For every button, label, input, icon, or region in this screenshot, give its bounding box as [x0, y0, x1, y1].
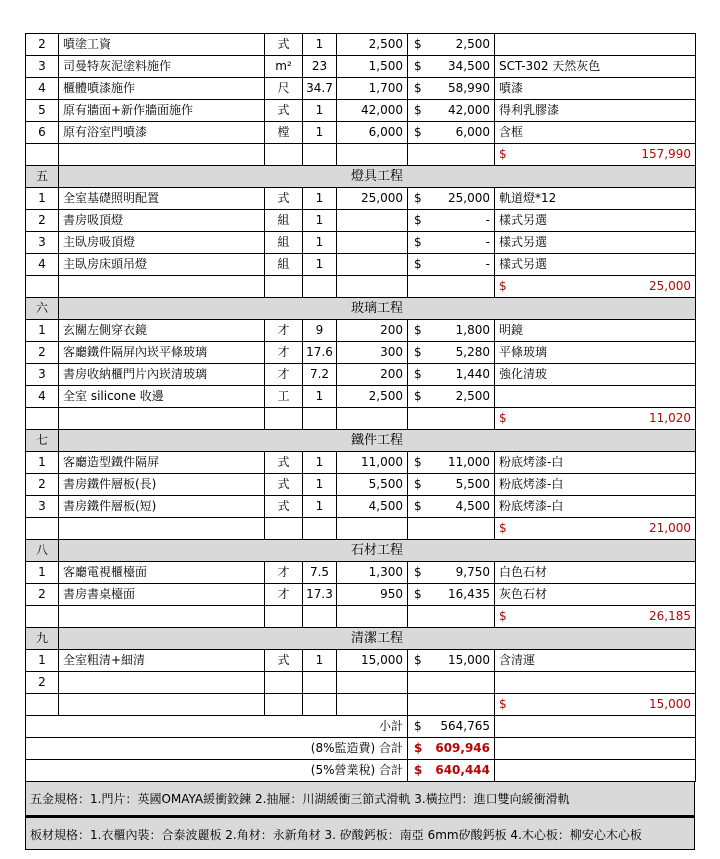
- item-unit-price: 200: [337, 320, 408, 342]
- item-name: 司曼特灰泥塗料施作: [59, 56, 265, 78]
- item-amount: 2,500: [430, 386, 495, 408]
- total-row: [26, 738, 696, 760]
- empty-cell: [59, 606, 265, 628]
- item-currency: [408, 672, 430, 694]
- item-name: 原有牆面+新作牆面施作: [59, 100, 265, 122]
- table-row: [26, 650, 696, 672]
- table-row: [26, 474, 696, 496]
- item-amount: 6,000: [430, 122, 495, 144]
- item-currency: $: [408, 232, 430, 254]
- empty-cell: [59, 276, 265, 298]
- section-header-row: [26, 540, 696, 562]
- item-no: 2: [26, 342, 59, 364]
- quotation-sheet: [25, 33, 695, 850]
- item-qty: 7.2: [303, 364, 337, 386]
- item-note: [495, 386, 696, 408]
- section-subtotal: [495, 694, 696, 716]
- item-currency: $: [408, 562, 430, 584]
- section-title: 燈具工程: [59, 166, 696, 188]
- item-qty: 17.3: [303, 584, 337, 606]
- item-no: 1: [26, 320, 59, 342]
- section-subtotal-row: [26, 408, 696, 430]
- empty-cell: [303, 694, 337, 716]
- item-name: 書房鐵件層板(短): [59, 496, 265, 518]
- table-row: [26, 496, 696, 518]
- item-unit-price: 6,000: [337, 122, 408, 144]
- empty-cell: [337, 276, 408, 298]
- empty-cell: [408, 144, 430, 166]
- item-no: 2: [26, 34, 59, 56]
- item-qty: 1: [303, 232, 337, 254]
- subtotal-amount: 15,000: [649, 697, 691, 711]
- section-subtotal-row: [26, 518, 696, 540]
- item-amount: 15,000: [430, 650, 495, 672]
- item-name: 書房書桌檯面: [59, 584, 265, 606]
- item-unit: 式: [265, 100, 303, 122]
- section-header-row: [26, 166, 696, 188]
- empty-cell: [265, 276, 303, 298]
- empty-cell: [337, 694, 408, 716]
- empty-cell: [303, 606, 337, 628]
- total-label: (8%監造費) 合計: [26, 738, 408, 760]
- item-note: 白色石材: [495, 562, 696, 584]
- hardware-spec-note: 五金規格：1.門片：英國OMAYA緩衝鉸鍊 2.抽屜：川湖緩衝三節式滑軌 3.橫拉門：進口雙向緩衝滑軌: [25, 782, 695, 816]
- empty-cell: [26, 518, 59, 540]
- table-row: [26, 364, 696, 386]
- item-unit: 才: [265, 342, 303, 364]
- item-note: 得利乳膠漆: [495, 100, 696, 122]
- section-subtotal-row: [26, 144, 696, 166]
- section-subtotal-row: [26, 276, 696, 298]
- item-no: 1: [26, 188, 59, 210]
- item-note: 樣式另選: [495, 232, 696, 254]
- item-currency: $: [408, 254, 430, 276]
- item-name: 噴塗工資: [59, 34, 265, 56]
- item-no: 2: [26, 672, 59, 694]
- item-qty: 1: [303, 452, 337, 474]
- item-currency: $: [408, 320, 430, 342]
- item-currency: $: [408, 122, 430, 144]
- item-qty: 17.6: [303, 342, 337, 364]
- item-note: 平條玻璃: [495, 342, 696, 364]
- total-amount: 609,946: [430, 738, 495, 760]
- subtotal-currency: $: [499, 697, 507, 711]
- empty-cell: [265, 606, 303, 628]
- item-unit-price: [337, 672, 408, 694]
- empty-cell: [337, 606, 408, 628]
- item-unit: 尺: [265, 78, 303, 100]
- item-note: SCT-302 天然灰色: [495, 56, 696, 78]
- item-currency: $: [408, 100, 430, 122]
- empty-cell: [408, 518, 430, 540]
- item-unit-price: 300: [337, 342, 408, 364]
- table-row: [26, 122, 696, 144]
- item-currency: $: [408, 650, 430, 672]
- empty-cell: [26, 606, 59, 628]
- item-unit-price: 25,000: [337, 188, 408, 210]
- item-currency: $: [408, 496, 430, 518]
- item-amount: -: [430, 232, 495, 254]
- empty-cell: [26, 408, 59, 430]
- item-unit: [265, 672, 303, 694]
- item-qty: 1: [303, 650, 337, 672]
- item-amount: 34,500: [430, 56, 495, 78]
- empty-cell: [408, 408, 430, 430]
- item-no: 4: [26, 386, 59, 408]
- section-number: 七: [26, 430, 59, 452]
- empty-cell: [59, 694, 265, 716]
- item-unit-price: 1,700: [337, 78, 408, 100]
- total-currency: $: [408, 738, 430, 760]
- section-subtotal-row: [26, 606, 696, 628]
- item-note: 樣式另選: [495, 254, 696, 276]
- item-unit: 式: [265, 496, 303, 518]
- item-amount: 11,000: [430, 452, 495, 474]
- item-currency: $: [408, 78, 430, 100]
- table-row: [26, 584, 696, 606]
- item-unit-price: [337, 254, 408, 276]
- item-qty: 1: [303, 386, 337, 408]
- section-title: 玻璃工程: [59, 298, 696, 320]
- table-row: [26, 386, 696, 408]
- empty-cell: [26, 144, 59, 166]
- empty-cell: [495, 716, 696, 738]
- section-number: 五: [26, 166, 59, 188]
- item-currency: $: [408, 386, 430, 408]
- empty-cell: [430, 694, 495, 716]
- item-unit-price: 950: [337, 584, 408, 606]
- section-header-row: [26, 628, 696, 650]
- total-currency: $: [408, 760, 430, 782]
- item-name: 原有浴室門噴漆: [59, 122, 265, 144]
- item-name: [59, 672, 265, 694]
- item-no: 1: [26, 650, 59, 672]
- empty-cell: [430, 144, 495, 166]
- item-unit: 才: [265, 562, 303, 584]
- board-spec-note: 板材規格：1.衣櫃內裝：合泰波麗板 2.角材：永新角材 3. 矽酸鈣板：南亞 6mm矽酸鈣板 4.木心板：柳安心木心板: [25, 816, 695, 850]
- section-header-row: [26, 430, 696, 452]
- item-no: 4: [26, 78, 59, 100]
- table-row: [26, 188, 696, 210]
- empty-cell: [303, 144, 337, 166]
- item-currency: $: [408, 34, 430, 56]
- item-name: 客廳鐵件隔屏內崁平條玻璃: [59, 342, 265, 364]
- item-unit: 樘: [265, 122, 303, 144]
- item-unit-price: 2,500: [337, 386, 408, 408]
- total-currency: $: [408, 716, 430, 738]
- empty-cell: [408, 694, 430, 716]
- subtotal-amount: 26,185: [649, 609, 691, 623]
- item-unit: 式: [265, 452, 303, 474]
- item-name: 書房收納櫃門片內崁清玻璃: [59, 364, 265, 386]
- table-row: [26, 672, 696, 694]
- section-subtotal: [495, 408, 696, 430]
- item-note: 含清運: [495, 650, 696, 672]
- item-name: 書房鐵件層板(長): [59, 474, 265, 496]
- table-row: [26, 342, 696, 364]
- item-name: 書房吸頂燈: [59, 210, 265, 232]
- item-unit: 才: [265, 364, 303, 386]
- item-note: 樣式另選: [495, 210, 696, 232]
- item-name: 全室基礎照明配置: [59, 188, 265, 210]
- item-amount: 9,750: [430, 562, 495, 584]
- section-subtotal: [495, 144, 696, 166]
- item-unit-price: [337, 210, 408, 232]
- item-note: 噴漆: [495, 78, 696, 100]
- item-amount: 1,800: [430, 320, 495, 342]
- item-note: [495, 672, 696, 694]
- item-no: 3: [26, 496, 59, 518]
- item-unit: 組: [265, 254, 303, 276]
- item-unit-price: [337, 232, 408, 254]
- subtotal-currency: $: [499, 609, 507, 623]
- item-no: 3: [26, 56, 59, 78]
- empty-cell: [265, 144, 303, 166]
- item-unit-price: 1,300: [337, 562, 408, 584]
- item-no: 3: [26, 364, 59, 386]
- item-unit-price: 5,500: [337, 474, 408, 496]
- item-unit: m²: [265, 56, 303, 78]
- item-amount: -: [430, 210, 495, 232]
- item-amount: 5,500: [430, 474, 495, 496]
- item-currency: $: [408, 56, 430, 78]
- item-amount: -: [430, 254, 495, 276]
- item-amount: 42,000: [430, 100, 495, 122]
- item-qty: 9: [303, 320, 337, 342]
- item-qty: 1: [303, 34, 337, 56]
- empty-cell: [430, 408, 495, 430]
- item-name: 主臥房吸頂燈: [59, 232, 265, 254]
- table-row: [26, 100, 696, 122]
- item-qty: 1: [303, 496, 337, 518]
- item-currency: $: [408, 188, 430, 210]
- empty-cell: [26, 276, 59, 298]
- item-unit-price: 11,000: [337, 452, 408, 474]
- item-note: 明鏡: [495, 320, 696, 342]
- subtotal-currency: $: [499, 147, 507, 161]
- table-row: [26, 34, 696, 56]
- empty-cell: [59, 518, 265, 540]
- table-row: [26, 210, 696, 232]
- item-qty: 1: [303, 188, 337, 210]
- item-unit: 才: [265, 320, 303, 342]
- table-row: [26, 254, 696, 276]
- item-qty: 1: [303, 122, 337, 144]
- item-no: 2: [26, 474, 59, 496]
- section-subtotal: [495, 518, 696, 540]
- empty-cell: [265, 694, 303, 716]
- item-qty: [303, 672, 337, 694]
- empty-cell: [495, 760, 696, 782]
- section-header-row: [26, 298, 696, 320]
- item-unit-price: 1,500: [337, 56, 408, 78]
- item-amount: 16,435: [430, 584, 495, 606]
- table-row: [26, 56, 696, 78]
- item-unit-price: 42,000: [337, 100, 408, 122]
- item-unit: 式: [265, 34, 303, 56]
- item-no: 2: [26, 210, 59, 232]
- empty-cell: [59, 408, 265, 430]
- item-name: 全室粗清+細清: [59, 650, 265, 672]
- total-label: 小計: [26, 716, 408, 738]
- item-unit: 式: [265, 188, 303, 210]
- item-note: 含框: [495, 122, 696, 144]
- item-note: 軌道燈*12: [495, 188, 696, 210]
- item-amount: 58,990: [430, 78, 495, 100]
- item-unit: 組: [265, 210, 303, 232]
- item-amount: 1,440: [430, 364, 495, 386]
- empty-cell: [408, 276, 430, 298]
- total-row: [26, 716, 696, 738]
- total-amount: 564,765: [430, 716, 495, 738]
- item-unit: 式: [265, 474, 303, 496]
- empty-cell: [495, 738, 696, 760]
- section-title: 清潔工程: [59, 628, 696, 650]
- item-note: 粉底烤漆-白: [495, 496, 696, 518]
- total-label: (5%營業稅) 合計: [26, 760, 408, 782]
- empty-cell: [59, 144, 265, 166]
- item-amount: [430, 672, 495, 694]
- item-currency: $: [408, 452, 430, 474]
- empty-cell: [265, 408, 303, 430]
- total-amount: 640,444: [430, 760, 495, 782]
- item-currency: $: [408, 474, 430, 496]
- table-row: [26, 562, 696, 584]
- item-qty: 1: [303, 474, 337, 496]
- total-row: [26, 760, 696, 782]
- item-currency: $: [408, 210, 430, 232]
- empty-cell: [337, 408, 408, 430]
- item-note: 粉底烤漆-白: [495, 452, 696, 474]
- item-currency: $: [408, 364, 430, 386]
- item-unit-price: 4,500: [337, 496, 408, 518]
- item-currency: $: [408, 584, 430, 606]
- section-subtotal: [495, 276, 696, 298]
- subtotal-currency: $: [499, 411, 507, 425]
- item-qty: 1: [303, 100, 337, 122]
- item-note: [495, 34, 696, 56]
- item-no: 1: [26, 562, 59, 584]
- subtotal-amount: 21,000: [649, 521, 691, 535]
- item-no: 5: [26, 100, 59, 122]
- empty-cell: [430, 518, 495, 540]
- subtotal-amount: 25,000: [649, 279, 691, 293]
- item-amount: 2,500: [430, 34, 495, 56]
- subtotal-amount: 11,020: [649, 411, 691, 425]
- section-subtotal: [495, 606, 696, 628]
- table-row: [26, 320, 696, 342]
- empty-cell: [337, 144, 408, 166]
- table-row: [26, 232, 696, 254]
- item-qty: 23: [303, 56, 337, 78]
- item-no: 6: [26, 122, 59, 144]
- item-no: 2: [26, 584, 59, 606]
- item-no: 4: [26, 254, 59, 276]
- item-name: 全室 silicone 收邊: [59, 386, 265, 408]
- table-row: [26, 452, 696, 474]
- item-unit: 式: [265, 650, 303, 672]
- item-amount: 25,000: [430, 188, 495, 210]
- item-amount: 5,280: [430, 342, 495, 364]
- item-qty: 1: [303, 254, 337, 276]
- item-qty: 1: [303, 210, 337, 232]
- empty-cell: [430, 606, 495, 628]
- item-unit: 組: [265, 232, 303, 254]
- item-no: 3: [26, 232, 59, 254]
- item-note: 灰色石材: [495, 584, 696, 606]
- item-qty: 34.7: [303, 78, 337, 100]
- empty-cell: [265, 518, 303, 540]
- item-no: 1: [26, 452, 59, 474]
- subtotal-currency: $: [499, 521, 507, 535]
- item-unit-price: 2,500: [337, 34, 408, 56]
- empty-cell: [303, 518, 337, 540]
- empty-cell: [303, 276, 337, 298]
- item-name: 客廳電視櫃檯面: [59, 562, 265, 584]
- section-number: 九: [26, 628, 59, 650]
- item-name: 玄關左側穿衣鏡: [59, 320, 265, 342]
- subtotal-currency: $: [499, 279, 507, 293]
- item-note: 強化清玻: [495, 364, 696, 386]
- quotation-table: [25, 33, 696, 782]
- subtotal-amount: 157,990: [641, 147, 691, 161]
- section-subtotal-row: [26, 694, 696, 716]
- item-unit: 工: [265, 386, 303, 408]
- empty-cell: [26, 694, 59, 716]
- item-amount: 4,500: [430, 496, 495, 518]
- section-number: 八: [26, 540, 59, 562]
- item-name: 主臥房床頭吊燈: [59, 254, 265, 276]
- section-title: 鐵件工程: [59, 430, 696, 452]
- empty-cell: [408, 606, 430, 628]
- section-number: 六: [26, 298, 59, 320]
- empty-cell: [430, 276, 495, 298]
- item-note: 粉底烤漆-白: [495, 474, 696, 496]
- item-unit-price: 200: [337, 364, 408, 386]
- table-row: [26, 78, 696, 100]
- item-unit-price: 15,000: [337, 650, 408, 672]
- item-currency: $: [408, 342, 430, 364]
- empty-cell: [303, 408, 337, 430]
- item-qty: 7.5: [303, 562, 337, 584]
- item-name: 櫃體噴漆施作: [59, 78, 265, 100]
- item-unit: 才: [265, 584, 303, 606]
- section-title: 石材工程: [59, 540, 696, 562]
- empty-cell: [337, 518, 408, 540]
- item-name: 客廳造型鐵件隔屏: [59, 452, 265, 474]
